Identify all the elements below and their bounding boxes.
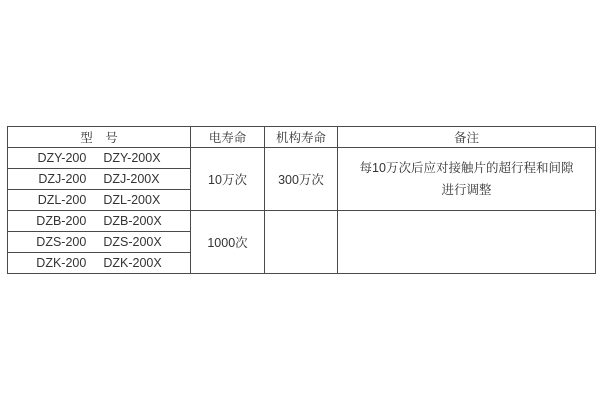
mechanism-life-cell-group1: 300万次: [265, 148, 338, 211]
table-row: [8, 148, 596, 169]
model-name-variant: DZJ-200X: [103, 172, 160, 186]
electrical-life-cell-group2: 1000次: [191, 211, 265, 274]
model-name-variant: DZL-200X: [103, 193, 161, 207]
remark-line-2: 进行调整: [441, 183, 492, 197]
spec-table-container: [7, 126, 596, 274]
header-cell-mechanism-life: 机构寿命: [265, 127, 338, 148]
model-name: DZJ-200: [38, 172, 87, 186]
model-name: DZS-200: [36, 235, 87, 249]
model-name-variant: DZB-200X: [103, 214, 162, 228]
model-name-variant: DZK-200X: [103, 256, 162, 270]
mechanism-life-cell-group2: [265, 211, 338, 274]
model-cell: [8, 211, 191, 232]
header-cell-electrical-life: 电寿命: [191, 127, 265, 148]
model-name: DZL-200: [37, 193, 87, 207]
model-cell: [8, 232, 191, 253]
model-name: DZK-200: [36, 256, 87, 270]
remark-line-1: 每10万次后应对接触片的超行程和间隙: [359, 161, 574, 175]
electrical-life-cell-group1: 10万次: [191, 148, 265, 211]
model-name: DZY-200: [37, 151, 87, 165]
model-cell: [8, 253, 191, 274]
header-cell-model: 型 号: [8, 127, 191, 148]
header-row: [8, 127, 596, 148]
header-cell-remarks: 备注: [338, 127, 596, 148]
model-cell: [8, 148, 191, 169]
remark-cell-group1: [338, 148, 596, 211]
model-name: DZB-200: [36, 214, 87, 228]
relay-spec-table: [7, 126, 596, 274]
remark-cell-group2: [338, 211, 596, 274]
table-row: [8, 211, 596, 232]
model-cell: [8, 169, 191, 190]
model-name-variant: DZY-200X: [103, 151, 161, 165]
model-name-variant: DZS-200X: [103, 235, 162, 249]
model-cell: [8, 190, 191, 211]
